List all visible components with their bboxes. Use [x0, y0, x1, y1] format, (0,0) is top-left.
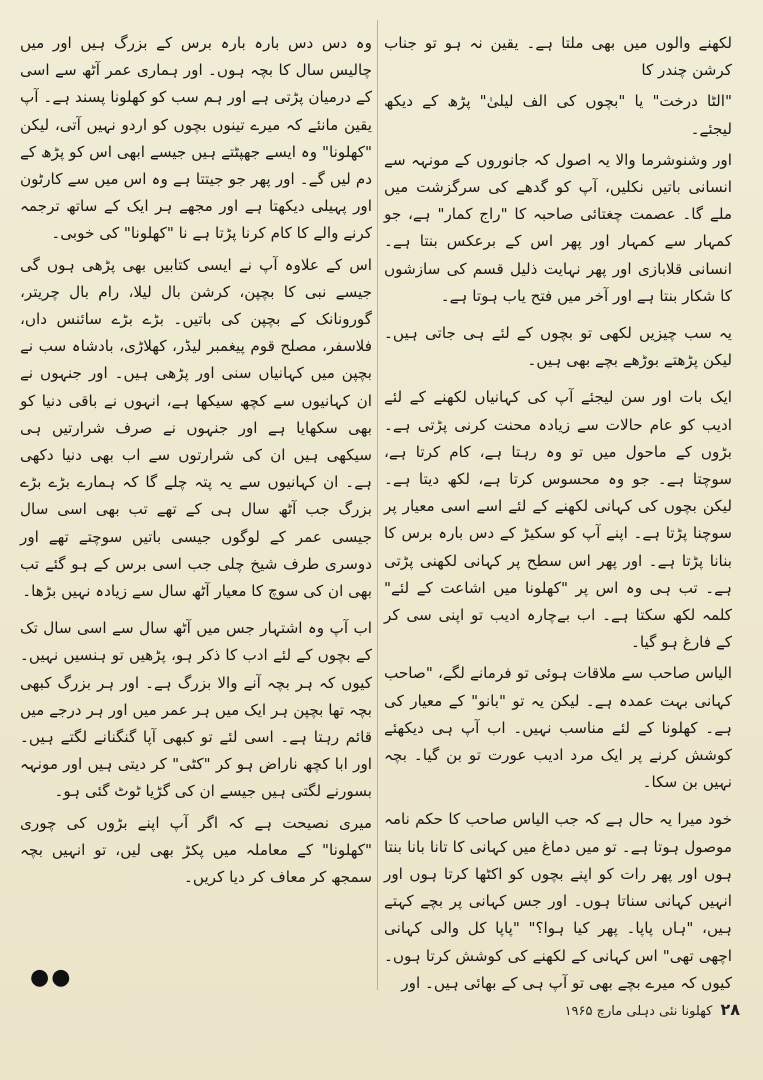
paragraph: وہ دس دس بارہ بارہ برس کے بزرگ ہیں اور میں چالیس سال کا بچہ ہوں۔ اور ہماری عمر آٹھ سے اسی کے درمیان پڑتی ہے اور ہم سب کو کھلونا پسند ہے۔ آپ یقین مانئے کہ میرے تینوں بچوں کو اردو نہیں آتی، لیکن "کھلونا" وہ ایسے جھپٹتے ہیں جیسے ابھی اس کو پڑھ کے دم لیں گے۔ اور پھر جو جیتتا ہے وہ اس میں سے کارٹون اور پہیلی دیکھتا ہے اور مجھے ہر ایک کے ساتھ ترجمہ کرنے والے کا کام کرنا پڑتا ہے نا "کھلونا" کی خوبی۔: [20, 34, 372, 243]
text-column-right: [384, 30, 732, 1001]
paragraph: اور وشنوشرما والا یہ اصول کہ جانوروں کے مونہہ سے انسانی باتیں نکلیں، آپ کو گدھے کی سرگزشت میں ملے گا۔ عصمت چغتائی صاحبہ کا "راج کمار" ہے، جو کمہار سے کمہار اور پھر اس کے برعکس بنتا ہے۔ انسانی قلابازی اور پھر نہایت ذلیل قسم کی سازشوں کا شکار بنتا ہے اور آخر میں فتح یاب ہوتا ہے۔: [384, 150, 732, 305]
text-column-left: [20, 30, 372, 895]
paragraph: لکھنے والوں میں بھی ملتا ہے۔ یقین نہ ہو تو جناب کرشن چندر کا: [384, 34, 732, 80]
end-marker: ●●: [30, 965, 73, 990]
paragraph: یہ سب چیزیں لکھی تو بچوں کے لئے ہی جاتی ہیں۔ لیکن پڑھتے بوڑھے بچے بھی ہیں۔: [384, 324, 732, 370]
paragraph: الیاس صاحب سے ملاقات ہوئی تو فرمانے لگے، "صاحب کہانی بہت عمدہ ہے۔ لیکن یہ تو "بانو" کے معیار کی ہے۔ کھلونا کے لئے مناسب نہیں۔ اب آپ ہی دیکھئے کوشش کرنے پر ایک مرد ادیب عورت تو بن گیا۔ بچہ نہیں بن سکا۔: [384, 664, 732, 792]
paragraph: اب آپ وہ اشتہار جس میں آٹھ سال سے اسی سال تک کے بچوں کے لئے ادب کا ذکر ہو، پڑھیں تو ہنسیں نہیں۔ کیوں کہ ہر بچہ آنے والا بزرگ ہے۔ اور ہر بزرگ کبھی بچہ تھا بچپن ہر ایک میں ہر عمر میں اور ہر درجے میں قائم رہتا ہے۔ اسی لئے تو کبھی آپا گنگنانے لگتے ہیں۔ اور ابا کچھ ناراض ہو کر "کٹی" کر دیتی ہیں اور مونہہ بسورنے لگتی ہیں جیسے ان کی گڑیا ٹوٹ گئی ہو۔: [20, 619, 372, 801]
column-divider: [377, 20, 378, 990]
paragraph: میری نصیحت ہے کہ اگر آپ اپنے بڑوں کی چوری "کھلونا" کے معاملہ میں پکڑ بھی لیں، تو انہیں بچہ سمجھ کر معاف کر دیا کریں۔: [20, 813, 372, 887]
paragraph: "الٹا درخت" یا "بچوں کی الف لیلیٰ" پڑھ کے دیکھ لیجئے۔: [384, 92, 732, 138]
paragraph: اس کے علاوہ آپ نے ایسی کتابیں بھی پڑھی ہوں گی جیسے نبی کا بچپن، کرشن بال لیلا، رام بال چریتر، گورونانک کے بچپن کی باتیں۔ بڑے بڑے سائنس داں، فلاسفر، مصلح قوم پیغمبر لیڈر، کھلاڑی، بادشاہ سب نے بچپن میں کہانیاں سنی اور پڑھی ہیں۔ اور جنہوں نے ان کہانیوں سے کچھ سیکھا ہے، انہوں نے باقی دنیا کو بھی سکھایا ہے اور جنہوں نے صرف شرارتیں ہی سیکھی ہیں ان کی شرارتوں سے اب بھی دنیا دکھی ہے۔ ان کہانیوں سے یہ پتہ چلے گا کہ ہمارے بڑے بڑے بزرگ جب آٹھ سال ہی کے تھے تب بھی اسی سال جیسی عمر کے لوگوں جیسی باتیں سوچتے تھے اور دوسری طرف شیخ چلی جب اسی برس کے ہو گئے تب بھی ان کی سوچ کا معیار آٹھ سال سے زیادہ نہیں بڑھا۔: [20, 255, 372, 601]
paragraph: خود میرا یہ حال ہے کہ جب الیاس صاحب کا حکم نامہ موصول ہوتا ہے۔ تو میں دماغ میں کہانی کا تانا بانا بنتا ہوں اور پھر رات کو اپنے بچوں کو اکٹھا کرتا ہوں اور انہیں کہانی سناتا ہوں۔ اور جس کہانی پر بچے کہتے ہیں، "ہاں پاپا۔ پھر کیا ہوا؟" "پاپا کل والی کہانی اچھی تھی" اس کہانی کے لکھنے کی کوشش کرتا ہوں۔ کیوں کہ میرے بچے بھی تو آپ ہی کے بھائی ہیں۔ اور: [384, 810, 732, 992]
page-number: ۲۸: [720, 1000, 740, 1019]
issue-line: کھلونا نئی دہلی مارچ ۱۹۶۵: [564, 1004, 713, 1019]
page-footer: [520, 1000, 740, 1019]
paragraph: ایک بات اور سن لیجئے آپ کی کہانیاں لکھنے کے لئے ادیب کو عام حالات سے زیادہ محنت کرنی پڑتی ہے۔ بڑوں کے ماحول میں تو وہ رہتا ہے، کام کرتا ہے، سوچتا ہے۔ جو وہ محسوس کرتا ہے، لکھ دیتا ہے۔ لیکن بچوں کی کہانی لکھنے کے لئے اسے اسی معیار پر سوچنا پڑتا ہے۔ اپنے آپ کو سکیڑ کے دس بارہ برس کا بنانا پڑتا ہے۔ اور پھر اس سطح پر کہانی لکھنی پڑتی ہے۔ تب ہی وہ اس پر "کھلونا میں اشاعت کے لئے" کلمہ لکھ سکتا ہے۔ اب بےچارہ ادیب تو اپنی سی کر کے فارغ ہو گیا۔: [384, 388, 732, 652]
